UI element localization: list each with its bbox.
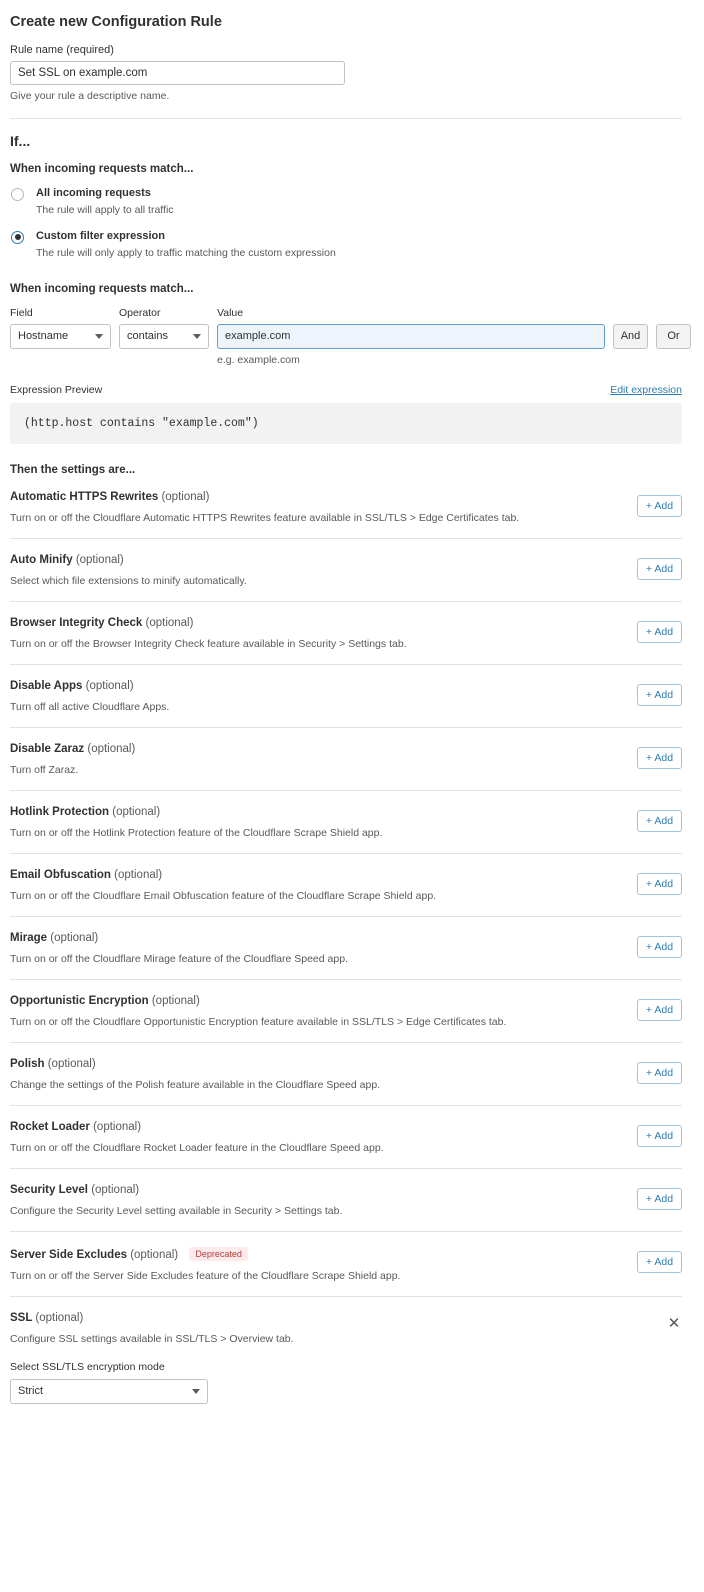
setting-title (10, 995, 506, 1007)
add-button[interactable]: + Add (637, 1125, 682, 1147)
ssl-mode-select[interactable] (10, 1379, 208, 1404)
expression-preview-box: (http.host contains "example.com") (10, 403, 682, 444)
setting-description: Change the settings of the Polish feature available in the Cloudflare Speed app. (10, 1078, 381, 1091)
close-icon[interactable]: ✕ (667, 1314, 681, 1332)
setting-name: Opportunistic Encryption (10, 994, 149, 1007)
optional-label: (optional) (47, 1057, 96, 1070)
ssl-mode-label: Select SSL/TLS encryption mode (10, 1360, 165, 1373)
add-button[interactable]: + Add (637, 1188, 682, 1210)
setting-description: Turn on or off the Browser Integrity Check feature available in Security > Settings tab. (10, 637, 407, 650)
field-column (10, 307, 111, 349)
operator-select-value: contains (127, 330, 168, 342)
setting-row-security-level (10, 1168, 682, 1231)
setting-description: Turn off all active Cloudflare Apps. (10, 700, 170, 713)
setting-name: Server Side Excludes (10, 1248, 127, 1261)
chevron-down-icon (95, 334, 103, 339)
setting-name: Disable Zaraz (10, 742, 85, 755)
setting-title (10, 617, 407, 629)
chevron-down-icon (193, 334, 201, 339)
optional-label: (optional) (130, 1248, 179, 1261)
rule-name-helper: Give your rule a descriptive name. (10, 90, 170, 102)
rule-name-label: Rule name (required) (10, 44, 114, 56)
builder-subheading: When incoming requests match... (10, 282, 194, 295)
setting-description: Turn on or off the Cloudflare Opportunistic Encryption feature available in SSL/TLS > Edge Certificates tab. (10, 1015, 507, 1028)
setting-description: Turn on or off the Cloudflare Mirage feature of the Cloudflare Speed app. (10, 952, 348, 965)
setting-title (10, 806, 382, 818)
edit-expression-link[interactable]: Edit expression (610, 383, 682, 396)
setting-title (10, 1312, 294, 1324)
setting-title (10, 680, 169, 692)
match-subheading: When incoming requests match... (10, 163, 194, 175)
optional-label: (optional) (91, 1183, 140, 1196)
and-column (613, 307, 648, 349)
ssl-mode-value: Strict (18, 1385, 44, 1397)
setting-title (10, 491, 519, 503)
chevron-down-icon (192, 1389, 200, 1394)
radio-icon[interactable] (11, 188, 24, 201)
setting-name: Email Obfuscation (10, 868, 111, 881)
setting-row-email-obfuscation (10, 853, 682, 916)
add-button[interactable]: + Add (637, 684, 682, 706)
add-button[interactable]: + Add (637, 936, 682, 958)
setting-title (10, 1058, 380, 1070)
value-column (217, 307, 605, 366)
setting-row-rocket-loader (10, 1105, 682, 1168)
optional-label: (optional) (93, 1120, 142, 1133)
setting-description: Turn on or off the Cloudflare Email Obfuscation feature of the Cloudflare Scrape Shield app. (10, 889, 437, 902)
add-button[interactable]: + Add (637, 495, 682, 517)
optional-label: (optional) (75, 553, 124, 566)
operator-column (119, 307, 209, 349)
add-button[interactable]: + Add (637, 621, 682, 643)
optional-label: (optional) (151, 994, 200, 1007)
optional-label: (optional) (161, 490, 210, 503)
add-button[interactable]: + Add (637, 747, 682, 769)
if-section-heading: If... (10, 133, 31, 149)
expression-preview-label: Expression Preview (10, 383, 103, 396)
setting-row-disable-zaraz (10, 727, 682, 790)
setting-row-disable-apps (10, 664, 682, 727)
optional-label: (optional) (112, 805, 161, 818)
setting-description: Configure the Security Level setting available in Security > Settings tab. (10, 1204, 343, 1217)
setting-description: Turn on or off the Cloudflare Rocket Loader feature in the Cloudflare Speed app. (10, 1141, 384, 1154)
field-select-value: Hostname (18, 330, 69, 342)
setting-name: Automatic HTTPS Rewrites (10, 490, 159, 503)
radio-icon[interactable] (11, 231, 24, 244)
and-button[interactable]: And (613, 324, 648, 349)
value-label: Value (217, 306, 244, 319)
setting-row-browser-integrity-check (10, 601, 682, 664)
setting-row-server-side-excludes (10, 1231, 682, 1296)
field-select[interactable] (10, 324, 111, 349)
optional-label: (optional) (35, 1311, 84, 1324)
setting-description: Turn on or off the Server Side Excludes feature of the Cloudflare Scrape Shield app. (10, 1269, 401, 1282)
optional-label: (optional) (50, 931, 99, 944)
setting-description: Turn on or off the Hotlink Protection feature of the Cloudflare Scrape Shield app. (10, 826, 383, 839)
page-title: Create new Configuration Rule (10, 14, 222, 30)
setting-row-polish (10, 1042, 682, 1105)
setting-row-hotlink-protection (10, 790, 682, 853)
radio-option-custom-expression[interactable] (10, 230, 682, 259)
setting-row-mirage (10, 916, 682, 979)
setting-title (10, 1247, 400, 1261)
radio-description: The rule will apply to all traffic (36, 203, 174, 216)
setting-name: Rocket Loader (10, 1120, 90, 1133)
add-button[interactable]: + Add (637, 810, 682, 832)
setting-name: Hotlink Protection (10, 805, 110, 818)
radio-option-all-requests[interactable] (10, 187, 682, 216)
expression-builder-row (10, 307, 682, 366)
optional-label: (optional) (85, 679, 134, 692)
setting-description: Turn on or off the Cloudflare Automatic HTTPS Rewrites feature available in SSL/TLS > Edge Certificates tab. (10, 511, 520, 524)
optional-label: (optional) (114, 868, 163, 881)
setting-title (10, 869, 436, 881)
setting-description: Configure SSL settings available in SSL/TLS > Overview tab. (10, 1332, 294, 1345)
setting-description: Turn off Zaraz. (10, 763, 79, 776)
setting-row-ssl (10, 1296, 682, 1410)
settings-list (10, 476, 682, 1410)
setting-title (10, 1121, 384, 1133)
setting-name: Polish (10, 1057, 45, 1070)
field-label: Field (10, 306, 33, 319)
radio-label: All incoming requests (36, 187, 151, 199)
value-hint: e.g. example.com (217, 353, 300, 366)
setting-name: Disable Apps (10, 679, 83, 692)
radio-description: The rule will only apply to traffic matching the custom expression (36, 246, 336, 259)
setting-row-opportunistic-encryption (10, 979, 682, 1042)
or-button[interactable]: Or (656, 324, 691, 349)
setting-name: Security Level (10, 1183, 88, 1196)
setting-row-auto-minify (10, 538, 682, 601)
setting-description: Select which file extensions to minify automatically. (10, 574, 247, 587)
setting-title (10, 932, 348, 944)
operator-label: Operator (119, 306, 161, 319)
setting-name: SSL (10, 1311, 33, 1324)
setting-name: Mirage (10, 931, 48, 944)
rule-name-input[interactable] (10, 61, 345, 85)
optional-label: (optional) (145, 616, 194, 629)
setting-name: Browser Integrity Check (10, 616, 143, 629)
add-button[interactable]: + Add (637, 999, 682, 1021)
setting-title (10, 554, 247, 566)
or-column (656, 307, 691, 349)
expression-preview-header (10, 384, 682, 396)
radio-label: Custom filter expression (36, 229, 165, 242)
status-badge: Deprecated (189, 1247, 248, 1261)
operator-select[interactable] (119, 324, 209, 349)
setting-row-automatic-https-rewrites (10, 476, 682, 538)
value-input[interactable] (217, 324, 605, 349)
add-button[interactable]: + Add (637, 873, 682, 895)
add-button[interactable]: + Add (637, 558, 682, 580)
optional-label: (optional) (87, 742, 136, 755)
setting-title (10, 1184, 342, 1196)
setting-title (10, 743, 135, 755)
add-button[interactable]: + Add (637, 1062, 682, 1084)
setting-name: Auto Minify (10, 553, 73, 566)
then-section-heading: Then the settings are... (10, 463, 136, 476)
add-button[interactable]: + Add (637, 1251, 682, 1273)
divider (10, 118, 682, 119)
